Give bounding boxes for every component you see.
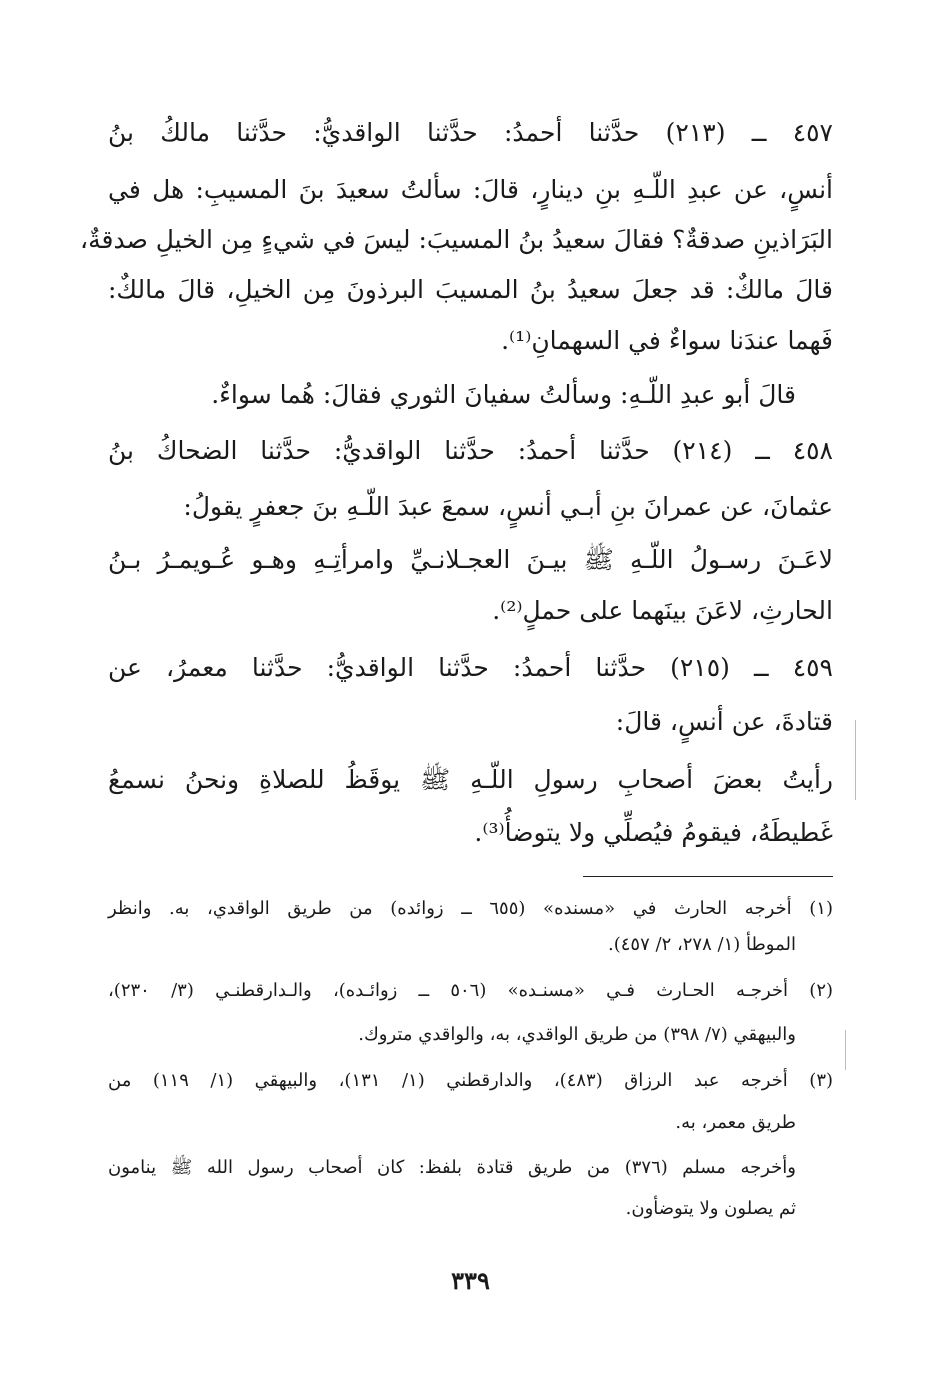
hadith-458-matn-line-1: لاعَـنَ رسـولُ اللّـهِ ﷺ بيـنَ العجـلانـيِّ وامرأتِـهِ وهـو عُـويمـرُ بـنُ (108, 545, 833, 574)
hadith-459-line-2: قتادةَ، عن أنسٍ، قالَ: (615, 707, 833, 736)
footnote-3-line-3: وأخرجه مسلم (٣٧٦) من طريق قتادة بلفظ: كان أصحاب رسول الله ﷺ ينامون (108, 1157, 796, 1178)
hadith-459-matn-line-2: غَطيطَهُ، فيقومُ فيُصلِّي ولا يتوضأُ⁽³⁾. (474, 818, 833, 847)
hadith-459-line-1: ٤٥٩ ــ (٢١٥) حدَّثنا أحمدُ: حدَّثنا الواقديُّ: حدَّثنا معمرُ، عن (108, 653, 833, 682)
scan-margin-mark (855, 720, 856, 800)
abu-abdullah-note: قالَ أبو عبدِ اللّـهِ: وسألتُ سفيانَ الثوري فقالَ: هُما سواءٌ. (211, 380, 796, 409)
hadith-458-matn-line-2: الحارثِ، لاعَنَ بينَهما على حملٍ⁽²⁾. (492, 596, 833, 625)
footnote-separator (583, 876, 833, 877)
hadith-457-line-5: فَهما عندَنا سواءٌ في السهمانِ⁽¹⁾. (501, 326, 833, 355)
hadith-457-line-4: قالَ مالكٌ: قد جعلَ سعيدُ بنُ المسيبَ البرذونَ مِن الخيلِ، قالَ مالكٌ: (108, 275, 833, 304)
hadith-459-matn-line-1: رأيتُ بعضَ أصحابِ رسولِ اللّـهِ ﷺ يوقَظُ للصلاةِ ونحنُ نسمعُ (108, 765, 833, 794)
hadith-457-line-3: البَرَاذينِ صدقةٌ؟ فقالَ سعيدُ بنُ المسيبَ: ليسَ في شيءٍ مِن الخيلِ صدقةٌ، (80, 225, 833, 254)
hadith-457-line-2: أنسٍ، عن عبدِ اللّـهِ بنِ دينارٍ، قالَ: سألتُ سعيدَ بنَ المسيبِ: هل في (108, 175, 833, 204)
scan-margin-mark (845, 1030, 846, 1070)
footnote-2-line-1: (٢) أخرجـه الحـارث فـي «مسنـده» (٥٠٦ ــ زوائـده)، والـدارقطنـي (٣/ ٢٣٠)، (108, 980, 834, 1001)
footnote-2-line-2: والبيهقي (٧/ ٣٩٨) من طريق الواقدي، به، والواقدي متروك. (358, 1024, 796, 1045)
footnote-3-line-1: (٣) أخرجه عبد الرزاق (٤٨٣)، والدارقطني (١/ ١٣١)، والبيهقي (١/ ١١٩) من (108, 1070, 834, 1091)
hadith-457-line-1: ٤٥٧ ــ (٢١٣) حدَّثنا أحمدُ: حدَّثنا الواقديُّ: حدَّثنا مالكُ بنُ (108, 118, 833, 147)
page-number: ٣٣٩ (451, 1266, 490, 1295)
hadith-458-line-1: ٤٥٨ ــ (٢١٤) حدَّثنا أحمدُ: حدَّثنا الواقديُّ: حدَّثنا الضحاكُ بنُ (108, 436, 833, 465)
footnote-1-line-2: الموطأ (١/ ٢٧٨، ٢/ ٤٥٧). (608, 934, 796, 955)
footnote-3-line-4: ثم يصلون ولا يتوضأون. (625, 1198, 796, 1219)
footnote-3-line-2: طريق معمر، به. (675, 1112, 796, 1133)
footnote-1-line-1: (١) أخرجه الحارث في «مسنده» (٦٥٥ ــ زوائده) من طريق الواقدي، به. وانظر (108, 898, 833, 919)
hadith-458-line-2: عثمانَ، عن عمرانَ بنِ أبـي أنسٍ، سمعَ عبدَ اللّـهِ بنَ جعفرٍ يقولُ: (183, 492, 833, 521)
